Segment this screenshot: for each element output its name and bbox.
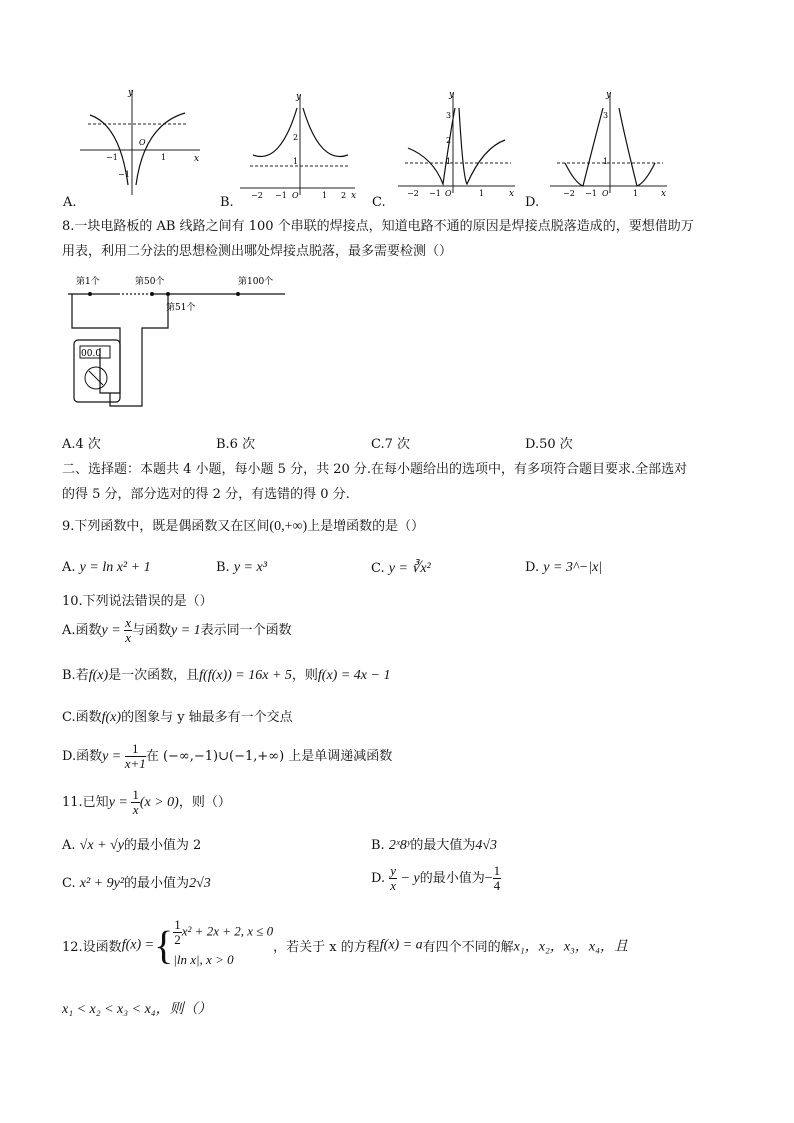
svg-text:O: O: [445, 189, 452, 198]
meter-display: 00.0: [81, 349, 102, 359]
svg-text:x: x: [509, 189, 515, 199]
svg-text:1: 1: [293, 157, 299, 166]
svg-text:−1: −1: [275, 191, 287, 200]
section2-line2: 的得 5 分，部分选对的得 2 分，有选错的得 0 分.: [62, 487, 350, 502]
svg-text:−1: −1: [106, 153, 118, 162]
q8-option-d: D.50 次: [525, 437, 573, 452]
svg-text:2: 2: [293, 133, 299, 142]
svg-text:1: 1: [603, 157, 609, 166]
q9-option-b: B. y = x³: [216, 560, 267, 575]
svg-text:O: O: [602, 189, 609, 198]
svg-text:1: 1: [161, 153, 167, 162]
q10-option-c: C.函数f(x)的图象与 y 轴最多有一个交点: [62, 710, 293, 725]
q8-option-a: A.4 次: [62, 437, 101, 452]
svg-text:O: O: [139, 138, 146, 147]
svg-text:1: 1: [322, 191, 328, 200]
q9-option-c: C. y = ∛x²: [371, 561, 431, 576]
q9-stem: 9.下列函数中，既是偶函数又在区间(0,+∞)上是增函数的是（）: [62, 519, 425, 534]
graph-d-label: D.: [525, 195, 540, 210]
q11-option-c: C. x² + 9y²的最小值为2√3: [62, 876, 211, 891]
svg-text:−1: −1: [585, 189, 597, 198]
graph-c: [393, 88, 518, 200]
q11-option-a: A. √x + √y的最小值为 2: [62, 838, 202, 853]
q10-option-a: A.函数y = $\frac{x}{x}$ 与函数y = 1表示同一个函数: [62, 615, 292, 645]
svg-text:1: 1: [446, 157, 452, 166]
svg-text:−1: −1: [118, 170, 130, 179]
q9-option-a: A. y = ln x² + 1: [62, 560, 151, 575]
graph-a: [60, 85, 210, 205]
svg-text:x: x: [351, 191, 357, 201]
svg-text:第1个: 第1个: [76, 277, 100, 287]
q9-option-d: D. y = 3^−|x|: [525, 560, 603, 575]
svg-text:3: 3: [446, 111, 452, 120]
svg-text:第51个: 第51个: [166, 303, 196, 313]
q8-text-line2: 用表，利用二分法的思想检测出哪处焊接点脱落，最多需要检测（）: [62, 244, 453, 259]
svg-text:3: 3: [603, 111, 609, 120]
graph-b-label: B.: [220, 195, 234, 210]
graph-c-label: C.: [372, 195, 386, 210]
q8-option-c: C.7 次: [371, 437, 411, 452]
svg-text:1: 1: [479, 189, 485, 198]
svg-text:−2: −2: [251, 191, 263, 200]
svg-text:2: 2: [446, 136, 452, 145]
q10-option-d: D.函数y = $\frac{1}{x+1}$ 在 (−∞,−1)∪(−1,+∞) 上是单调递减函数: [62, 741, 393, 771]
svg-text:y: y: [606, 90, 612, 100]
svg-text:−1: −1: [429, 189, 441, 198]
svg-text:O: O: [292, 191, 299, 200]
graph-d: [545, 88, 670, 200]
graph-b: [235, 90, 360, 202]
graph-a-label: A.: [63, 195, 77, 210]
svg-text:y: y: [296, 92, 302, 102]
svg-text:第100个: 第100个: [238, 277, 274, 287]
svg-text:x: x: [194, 154, 200, 164]
q12-line2: x₁ < x₂ < x₃ < x₄，则（）: [62, 1002, 212, 1017]
svg-text:第50个: 第50个: [135, 277, 165, 287]
svg-text:y: y: [449, 90, 455, 100]
q10-option-b: B.若f(x)是一次函数，且f(f(x)) = 16x + 5，则f(x) = 4x − 1: [62, 668, 391, 683]
section2-line1: 二、选择题：本题共 4 小题，每小题 5 分，共 20 分.在每小题给出的选项中，有多项符合题目要求.全部选对: [62, 462, 688, 477]
q10-stem: 10.下列说法错误的是（）: [62, 594, 213, 609]
svg-text:x: x: [661, 189, 667, 199]
q8-text-line1: 8.一块电路板的 AB 线路之间有 100 个串联的焊接点，知道电路不通的原因是焊接点脱落造成的，要想借助万: [62, 219, 694, 234]
svg-text:2: 2: [341, 191, 347, 200]
axis-y-label: y: [128, 88, 134, 98]
circuit-diagram: [60, 268, 290, 418]
q11-stem: 11.已知y = $\frac{1}{x}$ (x > 0)，则（）: [62, 787, 231, 817]
svg-text:−2: −2: [563, 189, 575, 198]
q11-option-b: B. 2ˣ8ʸ的最大值为4√3: [371, 838, 498, 853]
q12-stem: 12.设函数f(x) ={ $\frac{1}{2}$ x² + 2x + 2, x ≤ 0 |ln x|, x > 0 ，若关于 x 的方程f(x) = a有四个不同的解x₁，x₂，x₃，x₄，且: [62, 917, 628, 968]
q11-option-d: D. $\frac{y}{x}$ − y的最小值为− $\frac{1}{4}$: [371, 863, 501, 893]
svg-text:−2: −2: [407, 189, 419, 198]
svg-text:1: 1: [633, 189, 639, 198]
q8-option-b: B.6 次: [216, 437, 256, 452]
